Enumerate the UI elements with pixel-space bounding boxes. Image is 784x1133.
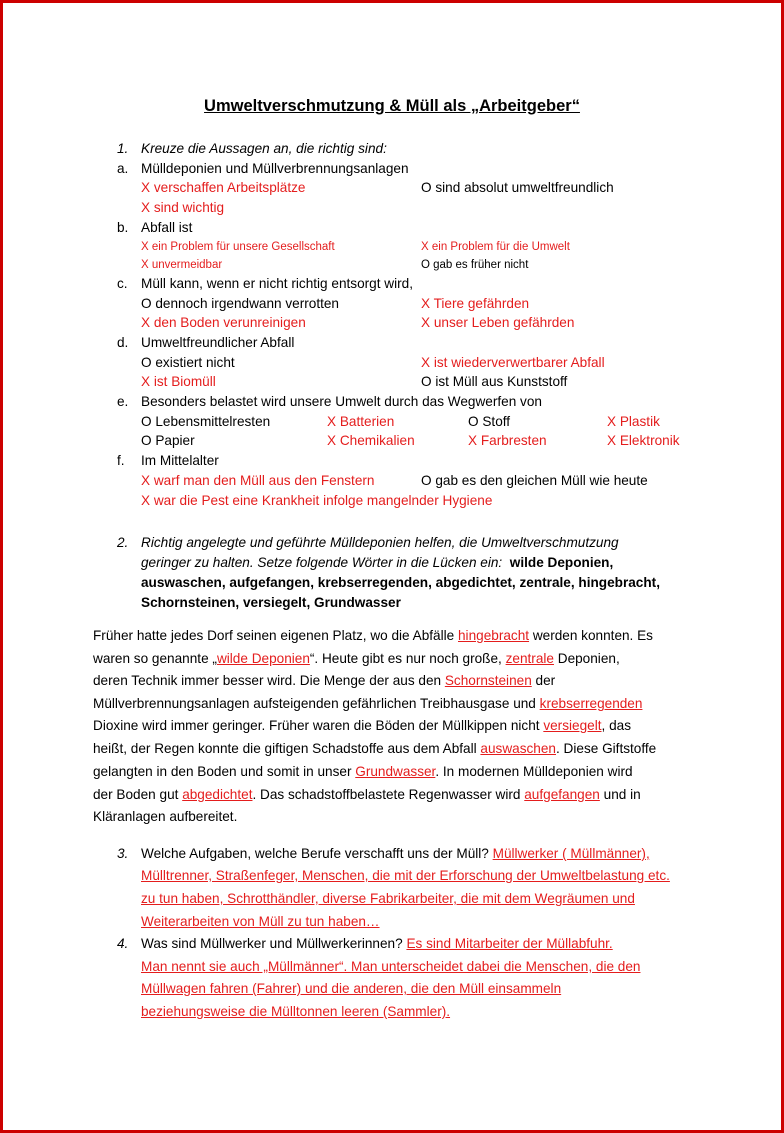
page-title: Umweltverschmutzung & Müll als „Arbeitgeber“ bbox=[204, 97, 580, 115]
q2-line-1: Richtig angelegte und geführte Mülldeponien helfen, die Umweltverschmutzung bbox=[141, 535, 619, 550]
q4-answer-3: Müllwagen fahren (Fahrer) und die anderen, die den Müll einsammeln bbox=[141, 981, 562, 996]
text: . Diese Giftstoffe bbox=[556, 741, 657, 756]
text: . Das schadstoffbelastete Regenwasser wird bbox=[252, 787, 525, 802]
q2-words-line-4: Schornsteinen, versiegelt, Grundwasser bbox=[141, 595, 401, 610]
answer-versiegelt: versiegelt bbox=[543, 718, 602, 733]
text: “. Heute gibt es nur noch große, bbox=[309, 651, 506, 666]
q1c-option-1: O dennoch irgendwann verrotten bbox=[141, 296, 339, 311]
text: Deponien, bbox=[553, 651, 620, 666]
answer-auswaschen: auswaschen bbox=[480, 741, 556, 756]
answer-wilde-deponien: wilde Deponien bbox=[216, 651, 310, 666]
q4-answer-1: Es sind Mitarbeiter der Müllabfuhr. bbox=[406, 936, 613, 951]
q3-number: 3. bbox=[117, 846, 129, 861]
text: Dioxine wird immer geringer. Früher waren die Böden der Müllkippen nicht bbox=[93, 718, 544, 733]
q1e-option-1: O Lebensmittelresten bbox=[141, 414, 271, 429]
q1e-option-6: X Chemikalien bbox=[327, 433, 415, 448]
q2-line-2 bbox=[141, 555, 613, 571]
answer-schornsteinen: Schornsteinen bbox=[444, 673, 532, 688]
q1c-letter: c. bbox=[117, 276, 128, 291]
q1f-text: Im Mittelalter bbox=[141, 453, 219, 468]
q3-answer-2: Mülltrenner, Straßenfeger, Menschen, die mit der Erforschung der Umweltbelastung etc. bbox=[141, 868, 670, 883]
q1e-option-3: O Stoff bbox=[468, 414, 511, 429]
q4-answer-2: Man nennt sie auch „Müllmänner“. Man unterscheidet dabei die Menschen, die den bbox=[141, 959, 641, 974]
answer-abgedichtet: abgedichtet bbox=[182, 787, 253, 802]
answer-hingebracht: hingebracht bbox=[458, 628, 530, 643]
text: heißt, der Regen konnte die giftigen Schadstoffe aus dem Abfall bbox=[93, 741, 481, 756]
q1f-option-3: X war die Pest eine Krankheit infolge mangelnder Hygiene bbox=[141, 493, 493, 508]
q1d-option-1: O existiert nicht bbox=[141, 355, 235, 370]
q1e-option-5: O Papier bbox=[141, 433, 195, 448]
paragraph-line-8 bbox=[93, 787, 641, 803]
q3-question: Welche Aufgaben, welche Berufe verschafft uns der Müll? bbox=[141, 846, 493, 861]
q1a-text: Mülldeponien und Müllverbrennungsanlagen bbox=[141, 161, 409, 176]
text: waren so genannte „ bbox=[93, 651, 217, 666]
q1d-option-3: X ist Biomüll bbox=[141, 374, 216, 389]
answer-zentrale: zentrale bbox=[505, 651, 554, 666]
q2-line-2-instruction: geringer zu halten. Setze folgende Wörter in die Lücken ein: bbox=[141, 555, 503, 570]
q1d-option-2: X ist wiederverwertbarer Abfall bbox=[421, 355, 605, 370]
q1e-option-2: X Batterien bbox=[327, 414, 395, 429]
answer-aufgefangen: aufgefangen bbox=[524, 787, 600, 802]
paragraph-line-2 bbox=[93, 651, 620, 667]
paragraph-line-1 bbox=[93, 628, 653, 644]
q2-word-wilde-deponien: wilde Deponien, bbox=[509, 555, 614, 570]
q1e-text: Besonders belastet wird unsere Umwelt durch das Wegwerfen von bbox=[141, 394, 542, 409]
text: und in bbox=[599, 787, 641, 802]
q3-line-1 bbox=[141, 846, 650, 862]
q4-line-1 bbox=[141, 936, 613, 952]
q1c-option-4: X unser Leben gefährden bbox=[421, 315, 575, 330]
text: Müllverbrennungsanlagen aufsteigenden gefährlichen Treibhausgase und bbox=[93, 696, 540, 711]
q1-prompt: Kreuze die Aussagen an, die richtig sind: bbox=[141, 141, 387, 156]
q1a-option-2: O sind absolut umweltfreundlich bbox=[421, 180, 614, 195]
q1a-letter: a. bbox=[117, 161, 129, 176]
q3-answer-4: Weiterarbeiten von Müll zu tun haben… bbox=[141, 914, 380, 929]
q1d-option-4: O ist Müll aus Kunststoff bbox=[421, 374, 568, 389]
q1a-option-3: X sind wichtig bbox=[141, 200, 225, 215]
q1e-letter: e. bbox=[117, 394, 129, 409]
paragraph-line-4 bbox=[93, 696, 642, 712]
paragraph-line-5 bbox=[93, 718, 631, 734]
text: werden konnten. Es bbox=[529, 628, 653, 643]
paragraph-line-9: Kläranlagen aufbereitet. bbox=[93, 809, 238, 824]
q4-answer-4: beziehungsweise die Mülltonnen leeren (Sammler). bbox=[141, 1004, 451, 1019]
text: , das bbox=[601, 718, 631, 733]
q4-number: 4. bbox=[117, 936, 129, 951]
answer-grundwasser: Grundwasser bbox=[355, 764, 436, 779]
q1b-option-1: X ein Problem für unsere Gesellschaft bbox=[141, 241, 335, 253]
q1b-text: Abfall ist bbox=[141, 220, 193, 235]
q3-answer-1: Müllwerker ( Müllmänner), bbox=[492, 846, 650, 861]
text: Früher hatte jedes Dorf seinen eigenen Platz, wo die Abfälle bbox=[93, 628, 458, 643]
q1e-option-7: X Farbresten bbox=[468, 433, 547, 448]
q1f-letter: f. bbox=[117, 453, 125, 468]
paragraph-line-7 bbox=[93, 764, 633, 780]
q1d-text: Umweltfreundlicher Abfall bbox=[141, 335, 295, 350]
q1e-option-8: X Elektronik bbox=[607, 433, 680, 448]
q1e-option-4: X Plastik bbox=[607, 414, 660, 429]
q3-answer-3: zu tun haben, Schrotthändler, diverse Fabrikarbeiter, die mit dem Wegräumen und bbox=[141, 891, 635, 906]
q1b-option-4: O gab es früher nicht bbox=[421, 259, 529, 271]
paragraph-line-3 bbox=[93, 673, 555, 689]
text: gelangten in den Boden und somit in unser bbox=[93, 764, 356, 779]
q2-number: 2. bbox=[117, 535, 129, 550]
text: der bbox=[531, 673, 556, 688]
q1b-option-3: X unvermeidbar bbox=[141, 259, 223, 271]
q1c-option-2: X Tiere gefährden bbox=[421, 296, 530, 311]
text: der Boden gut bbox=[93, 787, 183, 802]
text: deren Technik immer besser wird. Die Menge der aus den bbox=[93, 673, 445, 688]
text: . In modernen Mülldeponien wird bbox=[435, 764, 633, 779]
q1c-text: Müll kann, wenn er nicht richtig entsorgt wird, bbox=[141, 276, 413, 291]
q2-words-line-3: auswaschen, aufgefangen, krebserregenden, abgedichtet, zentrale, hingebracht, bbox=[141, 575, 660, 590]
q4-question: Was sind Müllwerker und Müllwerkerinnen? bbox=[141, 936, 407, 951]
q1b-option-2: X ein Problem für die Umwelt bbox=[421, 241, 570, 253]
q1b-letter: b. bbox=[117, 220, 129, 235]
q1f-option-2: O gab es den gleichen Müll wie heute bbox=[421, 473, 648, 488]
q1d-letter: d. bbox=[117, 335, 129, 350]
q1f-option-1: X warf man den Müll aus den Fenstern bbox=[141, 473, 375, 488]
q1a-option-1: X verschaffen Arbeitsplätze bbox=[141, 180, 306, 195]
paragraph-line-6 bbox=[93, 741, 656, 757]
answer-krebserregenden: krebserregenden bbox=[539, 696, 643, 711]
q1-number: 1. bbox=[117, 141, 129, 156]
q1c-option-3: X den Boden verunreinigen bbox=[141, 315, 306, 330]
